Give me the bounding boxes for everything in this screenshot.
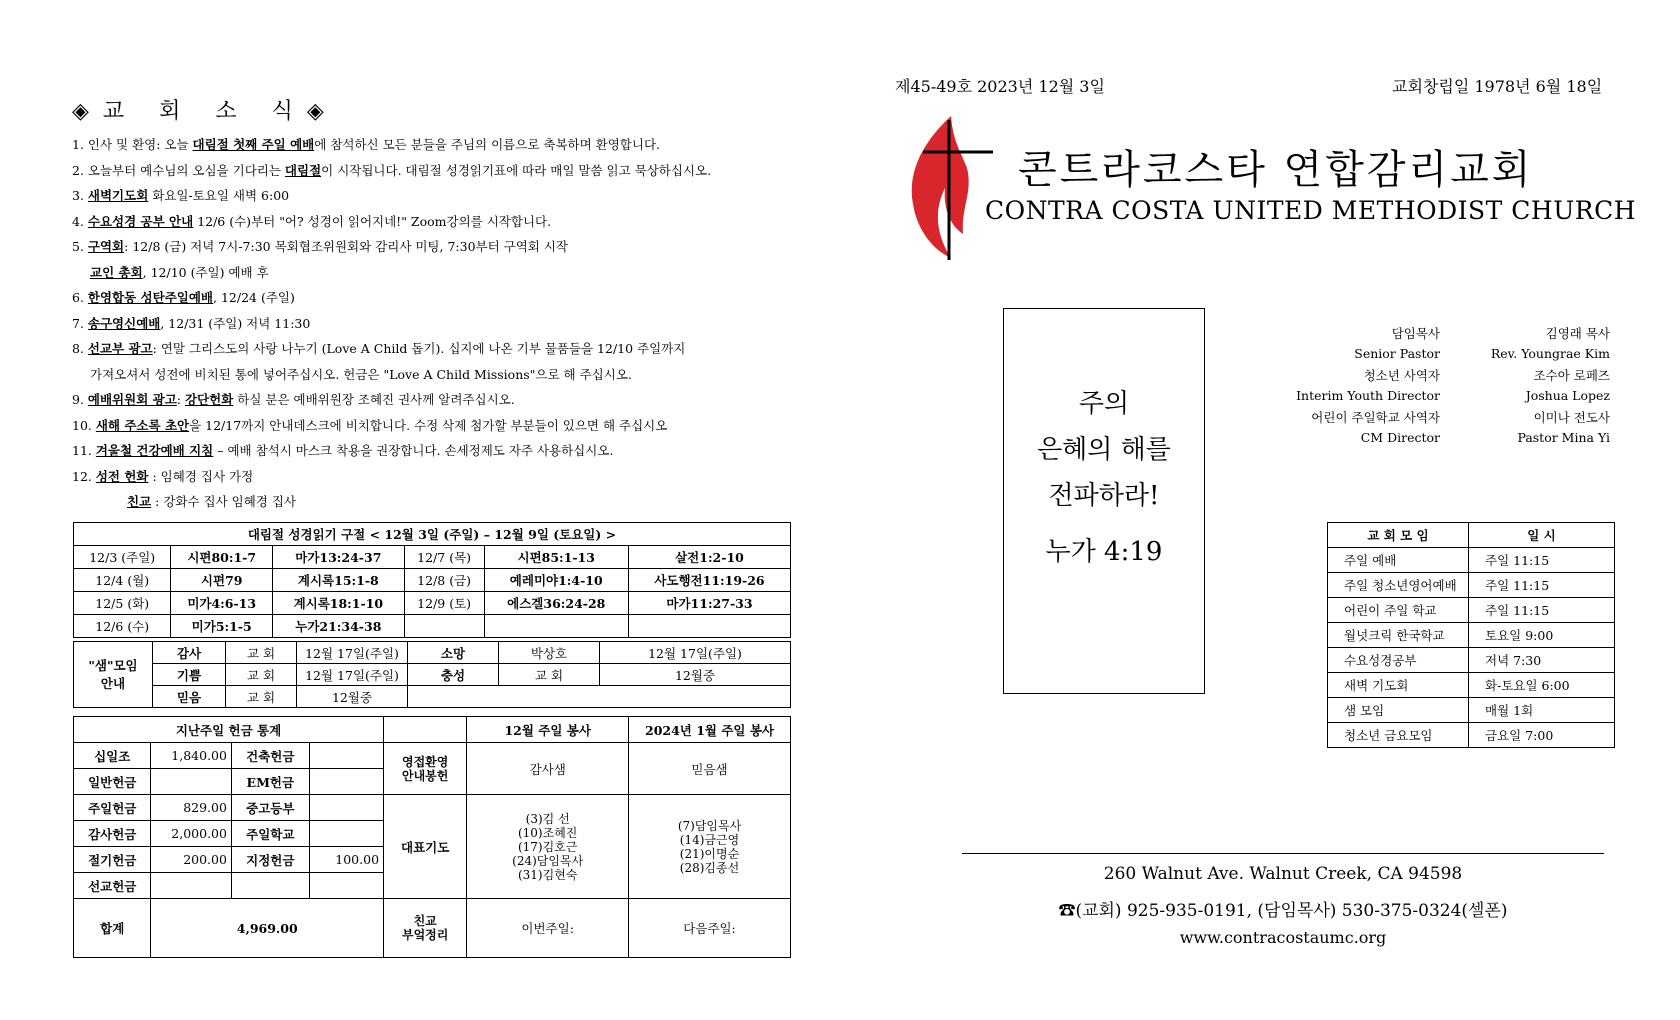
news-item (72, 285, 792, 311)
staff-name: 이미나 전도사 (1533, 410, 1610, 425)
news-text: 7. (72, 315, 88, 331)
news-text: : 12/8 (금) 저녁 7시-7:30 목회협조위원회와 감리사 미팅, 7:30부터 구역회 시작 (124, 239, 569, 254)
usher-label: 영접환영 안내봉헌 (384, 743, 467, 795)
prayer-entry: (14)금근영 (679, 832, 740, 847)
offering-amount (309, 769, 383, 795)
cell-name: 소망 (408, 642, 499, 664)
news-highlight: 친교 (127, 494, 152, 509)
news-text: : 강화수 집사 임혜경 집사 (151, 494, 296, 509)
cell-name: 감사 (153, 642, 226, 664)
verse-reference: 누가 4:19 (1045, 537, 1163, 567)
offering-amount (151, 769, 232, 795)
news-item (72, 260, 792, 286)
offering-service-table (73, 716, 791, 958)
blank-header (384, 717, 467, 743)
staff-name: Joshua Lopez (1525, 388, 1610, 403)
news-text: 을 12/17까지 안내데스크에 비치합니다. 수정 삭제 첨가할 부분들이 있으면 해 주십시오 (189, 417, 668, 433)
cell-date: 12월 17일(주일) (600, 642, 791, 664)
bible-passage: 사도행전11:19-26 (628, 569, 790, 592)
news-item (72, 387, 792, 413)
bible-date: 12/5 (화) (74, 592, 171, 615)
church-address: 260 Walnut Ave. Walnut Creek, CA 94598 (1103, 864, 1463, 884)
verse-line: 전파하라! (1048, 481, 1160, 511)
offering-amount: 1,840.00 (151, 743, 232, 769)
cell-place: 교 회 (226, 642, 297, 664)
news-item (72, 209, 792, 235)
verse-line: 은혜의 해를 (1037, 435, 1171, 465)
news-text: 가져오셔서 성전에 비치된 통에 넣어주십시오. 헌금은 "Love A Child Missions"으로 해 주십시오. (90, 366, 632, 382)
cell-date: 12월 17일(주일) (297, 642, 408, 664)
staff-title: 어린이 주일학교 사역자 (1311, 410, 1440, 425)
bible-passage: 누가21:34-38 (272, 615, 404, 638)
bible-passage: 예레미야1:4-10 (484, 569, 628, 592)
news-title: ◈교 회 소 식◈ (72, 99, 338, 124)
bible-reading-table (73, 522, 791, 638)
offering-amount: 829.00 (151, 795, 232, 821)
news-text: 하실 분은 예배위원장 조혜진 권사께 알려주십시오. (233, 392, 515, 407)
meetings-col-header: 교 회 모 임 (1328, 523, 1469, 548)
theme-verse-box (1003, 308, 1205, 694)
cell-group-table (73, 641, 791, 708)
offering-amount: 200.00 (151, 847, 232, 873)
offering-amount (309, 821, 383, 847)
offering-label: 십일조 (74, 743, 151, 769)
usher-december: 감사샘 (467, 743, 629, 795)
bible-passage: 시편79 (171, 569, 273, 592)
founding-date: 교회창립일 1978년 6월 18일 (1392, 77, 1603, 96)
bible-date: 12/7 (목) (404, 546, 484, 569)
cell-date: 12월중 (297, 686, 408, 708)
total-value: 4,969.00 (151, 899, 384, 958)
verse-line: 주의 (1078, 389, 1130, 419)
prayer-entry: (24)담임목사 (512, 853, 584, 868)
news-text: 6. (72, 290, 88, 305)
staff-titles (1240, 324, 1440, 450)
news-item (72, 362, 792, 388)
staff-title: 담임목사 (1391, 326, 1440, 341)
offering-amount (309, 743, 383, 769)
staff-name: Pastor Mina Yi (1517, 430, 1610, 445)
news-highlight: 겨울철 건강예배 지침 (95, 443, 214, 458)
offering-label: 주일학교 (231, 821, 309, 847)
bible-passage: 마가13:24-37 (272, 546, 404, 569)
bible-row (74, 615, 791, 638)
meeting-name: 어린이 주일 학교 (1328, 598, 1469, 623)
news-item (72, 489, 792, 515)
bible-row (74, 569, 791, 592)
news-text: : (176, 392, 185, 407)
news-highlight: 강단헌화 (184, 392, 234, 407)
bible-date: 12/9 (토) (404, 592, 484, 615)
offering-label: 주일헌금 (74, 795, 151, 821)
news-text: 에 참석하신 모든 분들을 주님의 이름으로 축복하며 환영합니다. (314, 137, 661, 152)
meeting-row (1328, 548, 1615, 573)
fellowship-december: 이번주일: (467, 899, 629, 958)
news-list (72, 132, 792, 515)
december-service-header: 12월 주일 봉사 (467, 717, 629, 743)
news-text: 5. (72, 239, 88, 254)
cell-date: 12월중 (600, 664, 791, 686)
news-highlight: 새해 주소록 초안 (95, 417, 190, 433)
bible-passage (484, 615, 628, 638)
bible-row (74, 592, 791, 615)
bible-date: 12/4 (월) (74, 569, 171, 592)
bible-row (74, 546, 791, 569)
bible-passage (628, 615, 790, 638)
cell-name: 믿음 (153, 686, 226, 708)
cell-group-label: "샘"모임 안내 (74, 642, 153, 708)
meeting-name: 주일 청소년영어예배 (1328, 573, 1469, 598)
prayer-entry: (10)조혜진 (517, 825, 578, 840)
staff-title: Senior Pastor (1354, 346, 1440, 361)
news-highlight: 선교부 광고 (87, 341, 153, 356)
diamond-icon: ◈ (72, 99, 103, 124)
offering-label: 일반헌금 (74, 769, 151, 795)
bible-date: 12/6 (수) (74, 615, 171, 638)
news-highlight: 성전 헌화 (95, 468, 149, 484)
meeting-row (1328, 573, 1615, 598)
news-text: , 12/31 (주일) 저녁 11:30 (160, 315, 311, 331)
bible-passage: 미가4:6-13 (171, 592, 273, 615)
prayer-entry: (17)김호근 (517, 839, 578, 854)
news-item (72, 336, 792, 362)
bible-date: 12/8 (금) (404, 569, 484, 592)
cell-place: 교 회 (226, 686, 297, 708)
meeting-time: 저녁 7:30 (1469, 648, 1615, 673)
offering-label: 절기헌금 (74, 847, 151, 873)
news-item (72, 132, 792, 158)
time-col-header: 일 시 (1469, 523, 1615, 548)
prayer-entry: (3)김 선 (525, 811, 570, 826)
bible-passage: 살전1:2-10 (628, 546, 790, 569)
offering-label: 중고등부 (231, 795, 309, 821)
news-text: 11. (72, 443, 96, 458)
bible-passage: 에스겔36:24-28 (484, 592, 628, 615)
news-item (72, 183, 792, 209)
january-service-header: 2024년 1월 주일 봉사 (629, 717, 791, 743)
empty-cell (408, 686, 791, 708)
offering-amount: 100.00 (309, 847, 383, 873)
meeting-name: 월넛크릭 한국학교 (1328, 623, 1469, 648)
offering-amount (151, 873, 232, 899)
news-item (72, 438, 792, 464)
cross-and-flame-logo (903, 112, 997, 262)
offering-label: EM헌금 (231, 769, 309, 795)
news-highlight: 교인 총회 (90, 264, 143, 280)
offering-amount (309, 795, 383, 821)
news-text: 1. 인사 및 환영: 오늘 (72, 137, 193, 152)
bible-table-header: 대림절 성경읽기 구절 < 12월 3일 (주일) – 12월 9일 (토요일) > (74, 523, 791, 546)
news-text: 8. (72, 341, 88, 356)
offering-label: 지정헌금 (231, 847, 309, 873)
flame-icon (912, 116, 969, 258)
cell-name: 기쁨 (153, 664, 226, 686)
news-text: 3. (72, 188, 88, 203)
meeting-time: 매월 1회 (1469, 698, 1615, 723)
meeting-row (1328, 673, 1615, 698)
meeting-name: 주일 예배 (1328, 548, 1469, 573)
offering-label (231, 873, 309, 899)
meeting-time: 주일 11:15 (1469, 573, 1615, 598)
staff-name: Rev. Youngrae Kim (1490, 346, 1610, 361)
staff-name: 김영래 목사 (1545, 326, 1610, 341)
prayer-entry: (7)담임목사 (677, 818, 742, 833)
issue-info: 제45-49호 2023년 12월 3일 (895, 77, 1105, 96)
bible-passage: 시편85:1-13 (484, 546, 628, 569)
footer-divider (962, 853, 1604, 854)
news-highlight: 대림절 (284, 162, 322, 178)
meeting-row (1328, 698, 1615, 723)
church-name-korean: 콘트라코스타 연합감리교회 (1018, 147, 1534, 193)
news-text: 10. (72, 417, 96, 433)
news-text: 이 시작됩니다. 대림절 성경읽기표에 따라 매일 말씀 읽고 묵상하십시오. (321, 162, 712, 178)
meeting-time: 화-토요일 6:00 (1469, 673, 1615, 698)
prayer-january (629, 795, 791, 899)
news-item (72, 311, 792, 337)
news-highlight: 송구영신예배 (87, 315, 161, 331)
meeting-name: 샘 모임 (1328, 698, 1469, 723)
bible-passage: 미가5:1-5 (171, 615, 273, 638)
news-text: 12/6 (수)부터 "어? 성경이 읽어지네!" Zoom강의를 시작합니다. (193, 213, 552, 229)
cell-place: 교 회 (499, 664, 600, 686)
offering-header: 지난주일 헌금 통계 (74, 717, 384, 743)
prayer-label: 대표기도 (384, 795, 467, 899)
bible-passage: 계시록18:1-10 (272, 592, 404, 615)
bible-date: 12/3 (주일) (74, 546, 171, 569)
usher-january: 믿음샘 (629, 743, 791, 795)
cell-name: 충성 (408, 664, 499, 686)
meeting-row (1328, 623, 1615, 648)
news-highlight: 대림절 첫째 주일 예배 (192, 137, 315, 152)
prayer-entry: (21)이명순 (679, 846, 740, 861)
prayer-entry: (31)김현숙 (517, 867, 578, 882)
staff-title: CM Director (1360, 430, 1440, 445)
meeting-name: 새벽 기도회 (1328, 673, 1469, 698)
news-highlight: 새벽기도회 (87, 188, 149, 203)
prayer-entry: (28)김종선 (679, 860, 740, 875)
bible-passage: 시편80:1-7 (171, 546, 273, 569)
church-website[interactable]: www.contracostaumc.org (1179, 928, 1387, 947)
staff-title: 청소년 사역자 (1363, 368, 1440, 383)
total-label: 합계 (74, 899, 151, 958)
meeting-row (1328, 598, 1615, 623)
staff-title: Interim Youth Director (1296, 388, 1440, 403)
staff-names (1440, 324, 1610, 450)
offering-label: 감사헌금 (74, 821, 151, 847)
fellowship-january: 다음주일: (629, 899, 791, 958)
news-highlight: 구역회 (87, 239, 125, 254)
church-phone: ☎(교회) 925-935-0191, (담임목사) 530-375-0324(셀폰) (1058, 901, 1508, 921)
news-highlight: 수요성경 공부 안내 (87, 213, 194, 229)
news-item (72, 413, 792, 439)
offering-label: 선교헌금 (74, 873, 151, 899)
cell-place: 박상호 (499, 642, 600, 664)
church-name-english: CONTRA COSTA UNITED METHODIST CHURCH (985, 196, 1637, 225)
bible-date (404, 615, 484, 638)
meetings-table (1327, 522, 1615, 748)
meeting-name: 청소년 금요모임 (1328, 723, 1469, 748)
meeting-time: 금요일 7:00 (1469, 723, 1615, 748)
news-text: , 12/10 (주일) 예배 후 (142, 264, 269, 280)
cell-date: 12월 17일(주일) (297, 664, 408, 686)
news-text: : 연말 그리스도의 사랑 나누기 (Love A Child 돕기). 십지에 나온 기부 물품들을 12/10 주일까지 (152, 341, 686, 356)
news-highlight: 한영합동 성탄주일예배 (87, 290, 214, 305)
meeting-time: 토요일 9:00 (1469, 623, 1615, 648)
news-text: 2. 오늘부터 예수님의 오심을 기다리는 (72, 162, 285, 178)
news-item (72, 158, 792, 184)
bible-passage: 마가11:27-33 (628, 592, 790, 615)
staff-name: 조수아 로페즈 (1533, 368, 1610, 383)
offering-amount (309, 873, 383, 899)
bible-passage: 계시록15:1-8 (272, 569, 404, 592)
news-text: 12. (72, 468, 96, 484)
fellowship-label: 친교 부엌정리 (384, 899, 467, 958)
offering-amount: 2,000.00 (151, 821, 232, 847)
news-text: : 임혜경 집사 가정 (148, 468, 254, 484)
news-text: 화요일-토요일 새벽 6:00 (148, 188, 290, 203)
meeting-time: 주일 11:15 (1469, 548, 1615, 573)
news-highlight: 예배위원회 광고 (87, 392, 177, 407)
news-text: – 예배 참석시 마스크 착용을 권장합니다. 손세정제도 자주 사용하십시오. (213, 443, 614, 458)
news-item (72, 464, 792, 490)
meeting-row (1328, 648, 1615, 673)
cell-place: 교 회 (226, 664, 297, 686)
news-text: 4. (72, 213, 88, 229)
meeting-name: 수요성경공부 (1328, 648, 1469, 673)
meeting-row (1328, 723, 1615, 748)
offering-label: 건축헌금 (231, 743, 309, 769)
prayer-december (467, 795, 629, 899)
meeting-time: 주일 11:15 (1469, 598, 1615, 623)
diamond-icon: ◈ (306, 99, 338, 124)
news-item (72, 234, 792, 260)
news-text: , 12/24 (주일) (213, 290, 295, 305)
news-text: 9. (72, 392, 88, 407)
